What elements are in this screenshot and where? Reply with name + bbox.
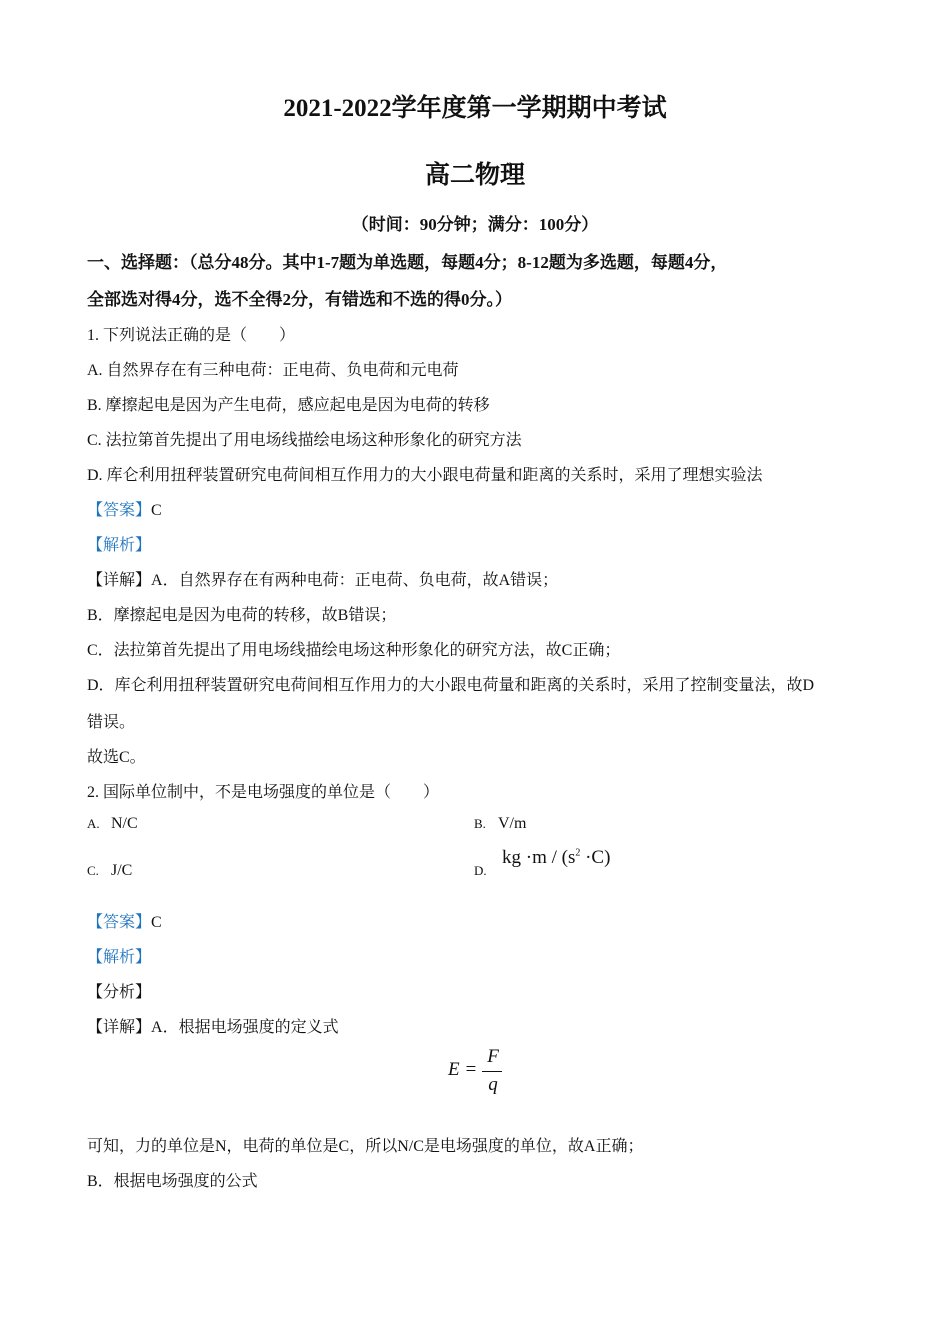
q2-analysis-tag: 【解析】 [87,949,152,966]
q1-analysis-tag: 【解析】 [87,537,152,554]
q1-conclusion: 故选C。 [87,749,146,766]
q2-option-c: C. J/C [87,862,133,879]
q1-detail-d1: D．库仑利用扭秤装置研究电荷间相互作用力的大小跟电荷量和距离的关系时，采用了控制变量法，故D [87,677,815,694]
q1-detail-d2: 错误。 [87,714,136,731]
q2-option-d-formula: kg $\cdot m / (s^2 \cdot C)$ [502,847,611,868]
section-heading-line1: 一、选择题：（总分48分。其中1-7题为单选题，每题4分；8-12题为多选题，每题4分， [87,253,728,272]
formula-lhs: E = [448,1059,478,1080]
formula-numerator: F [487,1046,499,1067]
q2-answer [87,909,162,932]
q2-option-b: B. V/m [474,815,527,832]
q1-option-d: D. 库仑利用扭秤装置研究电荷间相互作用力的大小跟电荷量和距离的关系时，采用了理想实验法 [87,467,763,484]
formula-denominator: q [488,1074,498,1095]
answer-tag: 【答案】 [87,502,152,519]
section-heading-line2: 全部选对得4分，选不全得2分，有错选和不选的得0分。） [87,290,512,309]
q1-option-b: B. 摩擦起电是因为产生电荷，感应起电是因为电荷的转移 [87,397,490,414]
time-info: （时间：90分钟；满分：100分） [351,215,599,234]
detail-tag: 【详解】 [87,1019,152,1036]
q1-option-a: A. 自然界存在有三种电荷：正电荷、负电荷和元电荷 [87,362,459,379]
q1-detail-a: 【详解】A．自然界存在有两种电荷：正电荷、负电荷，故A错误； [87,572,559,589]
q1-answer [87,497,162,520]
answer-tag: 【答案】 [87,914,152,931]
q2-option-a: A. N/C [87,815,138,832]
q2-detail-a: 【详解】A．根据电场强度的定义式 [87,1019,339,1036]
subject-title: 高二物理 [424,162,525,189]
answer-value: C [151,502,162,519]
q2-explain-a: 可知，力的单位是N，电荷的单位是C，所以N/C是电场强度的单位，故A正确； [87,1138,644,1155]
fraction-bar [482,1071,502,1072]
q1-stem: 1. 下列说法正确的是（ ） [87,327,296,344]
q1-detail-c: C．法拉第首先提出了用电场线描绘电场这种形象化的研究方法，故C正确； [87,642,621,659]
q2-detail-b: B．根据电场强度的公式 [87,1173,258,1190]
q2-option-d: D. [474,863,487,878]
exam-title: 2021-2022学年度第一学期期中考试 [283,95,667,122]
q2-stem: 2. 国际单位制中，不是电场强度的单位是（ ） [87,784,440,801]
detail-tag: 【详解】 [87,572,152,589]
q2-fenxi-tag: 【分析】 [87,984,152,1001]
q1-detail-b: B．摩擦起电是因为电荷的转移，故B错误； [87,607,397,624]
q1-option-c: C. 法拉第首先提出了用电场线描绘电场这种形象化的研究方法 [87,432,522,449]
answer-value: C [151,914,162,931]
